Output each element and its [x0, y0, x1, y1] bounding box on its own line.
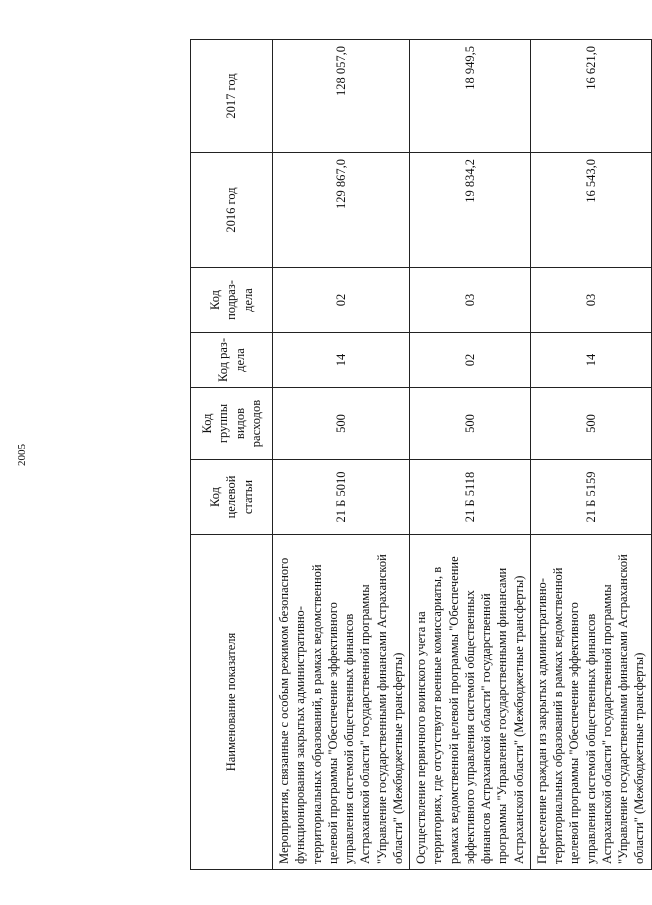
header-year-2016: 2016 год [191, 153, 273, 268]
row-group-code: 500 [410, 388, 531, 460]
row-group-code: 500 [530, 388, 651, 460]
row-subsection-code: 02 [273, 268, 410, 333]
row-subsection-code: 03 [410, 268, 531, 333]
row-subsection-code: 03 [530, 268, 651, 333]
row-section-code: 14 [530, 333, 651, 388]
header-subsection-code: Код подраз- дела [191, 268, 273, 333]
header-target-code: Код целевой статьи [191, 460, 273, 535]
table-row [530, 40, 651, 870]
table-container [190, 40, 647, 870]
budget-table [190, 39, 652, 870]
row-year-2016: 19 834,2 [410, 153, 531, 268]
row-group-code: 500 [273, 388, 410, 460]
row-target-code: 21 Б 5159 [530, 460, 651, 535]
table-row [410, 40, 531, 870]
row-name: Мероприятия, связанные с особым режимом безопасного функционирования закрытых административно-территориальных образований, в рамках ведомственной целевой программы "Обеспечение эффективного управления системой общественных финансов Астраханской области" государственной программы "Управление государственными финансами Астраханской области" (Межбюджетные трансферты) [273, 535, 410, 870]
header-section-code: Код раз- дела [191, 333, 273, 388]
row-year-2016: 16 543,0 [530, 153, 651, 268]
page-number: 2005 [16, 444, 28, 466]
rotated-table-wrapper [190, 40, 647, 870]
row-year-2017: 18 949,5 [410, 40, 531, 153]
table-header-row [191, 40, 273, 870]
header-year-2017: 2017 год [191, 40, 273, 153]
header-group-code: Код группы видов расходов [191, 388, 273, 460]
row-name: Осуществление первичного воинского учета на территориях, где отсутствуют военные комиссариаты, в рамках ведомственной целевой программы "Обеспечение эффективного управления системой общественных финансов Астраханской области" государственной программы "Управление государственными финансами Астраханской области" (Межбюджетные трансферты) [410, 535, 531, 870]
table-row [273, 40, 410, 870]
row-year-2017: 16 621,0 [530, 40, 651, 153]
row-year-2016: 129 867,0 [273, 153, 410, 268]
row-year-2017: 128 057,0 [273, 40, 410, 153]
row-section-code: 02 [410, 333, 531, 388]
header-name: Наименование показателя [191, 535, 273, 870]
row-name: Переселение граждан из закрытых административно-территориальных образований в рамках ведомственной целевой программы "Обеспечение эффективного управления системой общественных финансов Астраханской области" государственной программы "Управление государственными финансами Астраханской области" (Межбюджетные трансферты) [530, 535, 651, 870]
row-target-code: 21 Б 5010 [273, 460, 410, 535]
row-section-code: 14 [273, 333, 410, 388]
row-target-code: 21 Б 5118 [410, 460, 531, 535]
